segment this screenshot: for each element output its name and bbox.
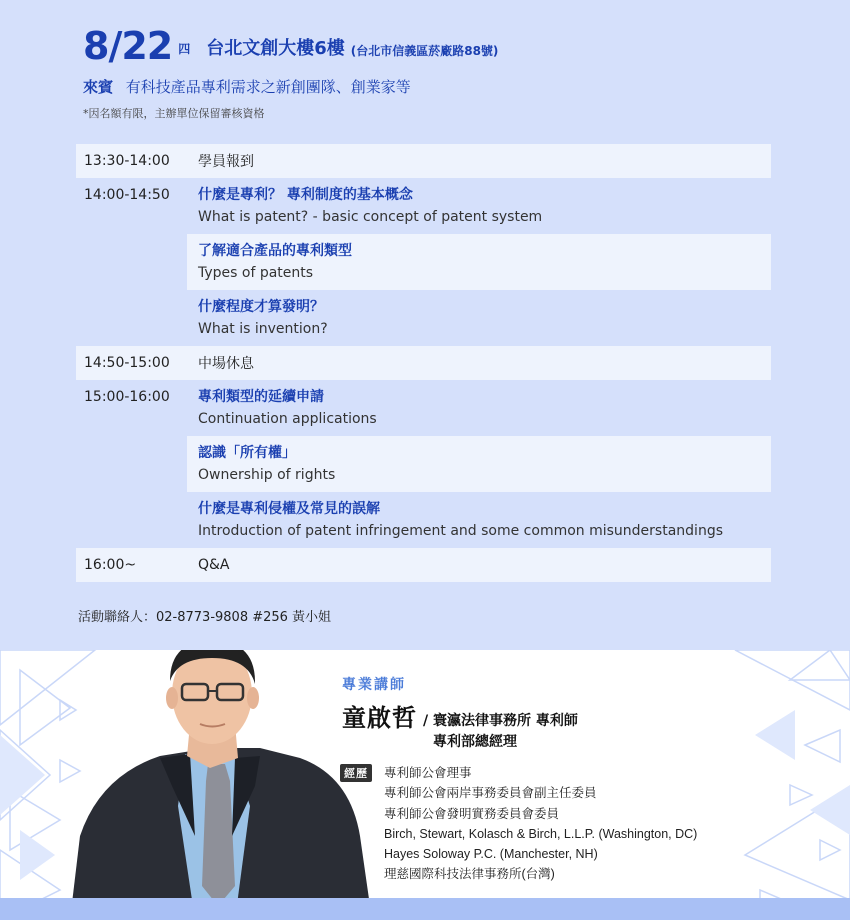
subtopic-en: What is invention? xyxy=(198,321,328,337)
schedule-subtopic xyxy=(187,290,771,346)
event-venue: 台北文創大樓6樓 xyxy=(206,38,345,59)
event-date: 8/22 xyxy=(83,24,173,68)
subtopic-en: What is patent? - basic concept of patent system xyxy=(198,209,543,225)
speaker-name-line xyxy=(342,698,578,733)
experience-item: 專利師公會理事 xyxy=(384,766,472,780)
schedule-subtopic xyxy=(187,178,771,234)
schedule-topic: 學員報到 xyxy=(198,154,254,170)
schedule-time: 16:00~ xyxy=(84,557,137,573)
audience-label: 來賓 xyxy=(83,78,114,96)
subtopic-en: Continuation applications xyxy=(198,411,377,427)
subtopic-en: Types of patents xyxy=(198,265,314,281)
audience-line xyxy=(83,76,411,97)
subtopic-en: Ownership of rights xyxy=(198,467,336,483)
subtopic-zh: 專利類型的延續申請 xyxy=(198,389,324,405)
subtopic-zh: 了解適合產品的專利類型 xyxy=(198,243,352,259)
contact-info: 活動聯絡人：02-8773-9808 #256 黃小姐 xyxy=(78,610,332,625)
schedule-time: 13:30-14:00 xyxy=(84,153,170,169)
experience-item: Birch, Stewart, Kolasch & Birch, L.L.P. (Washington, DC) xyxy=(384,826,698,841)
experience-item: 專利師公會兩岸事務委員會副主任委員 xyxy=(384,786,597,801)
subtopic-zh: 什麼是專利？ 專利制度的基本概念 xyxy=(198,187,413,203)
speaker-section xyxy=(0,650,850,920)
schedule-row xyxy=(76,346,771,380)
schedule-topic: Q&A xyxy=(198,557,230,573)
event-address: (台北市信義區菸廠路88號) xyxy=(350,44,499,58)
schedule-row xyxy=(76,178,771,346)
event-weekday: 四 xyxy=(178,42,191,56)
schedule-table xyxy=(76,144,771,582)
schedule-topic: 中場休息 xyxy=(198,356,254,372)
eligibility-note: *因名額有限，主辦單位保留審核資格 xyxy=(83,107,265,120)
subtopic-zh: 什麼程度才算發明？ xyxy=(198,299,324,315)
date-venue-line xyxy=(83,22,498,66)
schedule-time: 14:00-14:50 xyxy=(84,187,170,203)
schedule-subtopic xyxy=(187,234,771,290)
schedule-row xyxy=(76,380,771,548)
experience-item: Hayes Soloway P.C. (Manchester, NH) xyxy=(384,847,598,862)
footer-strip xyxy=(0,898,850,920)
schedule-time: 14:50-15:00 xyxy=(84,355,170,371)
speaker-name: 童啟哲 xyxy=(342,704,417,732)
experience-list xyxy=(384,763,697,885)
schedule-subtopic xyxy=(187,436,771,492)
subtopic-zh: 什麼是專利侵權及常見的誤解 xyxy=(198,501,380,517)
experience-item: 理慈國際科技法律事務所(台灣) xyxy=(384,867,555,882)
speaker-title: 專利部總經理 xyxy=(433,734,517,750)
audience-text: 有科技產品專利需求之新創團隊、創業家等 xyxy=(125,78,411,96)
experience-item: 專利師公會發明實務委員會委員 xyxy=(384,806,560,821)
speaker-affiliation: / 寰瀛法律事務所 專利師 xyxy=(423,713,578,729)
subtopic-en: Introduction of patent infringement and some common misunderstandings xyxy=(198,523,723,539)
speaker-role: 專業講師 xyxy=(342,677,406,693)
experience-label: 經歷 xyxy=(340,764,372,782)
subtopic-zh: 認識「所有權」 xyxy=(198,445,296,461)
schedule-subtopic xyxy=(187,492,771,548)
schedule-row xyxy=(76,548,771,582)
schedule-row xyxy=(76,144,771,178)
schedule-time: 15:00-16:00 xyxy=(84,389,170,405)
schedule-subtopic xyxy=(187,380,771,436)
speaker-portrait xyxy=(60,650,380,920)
